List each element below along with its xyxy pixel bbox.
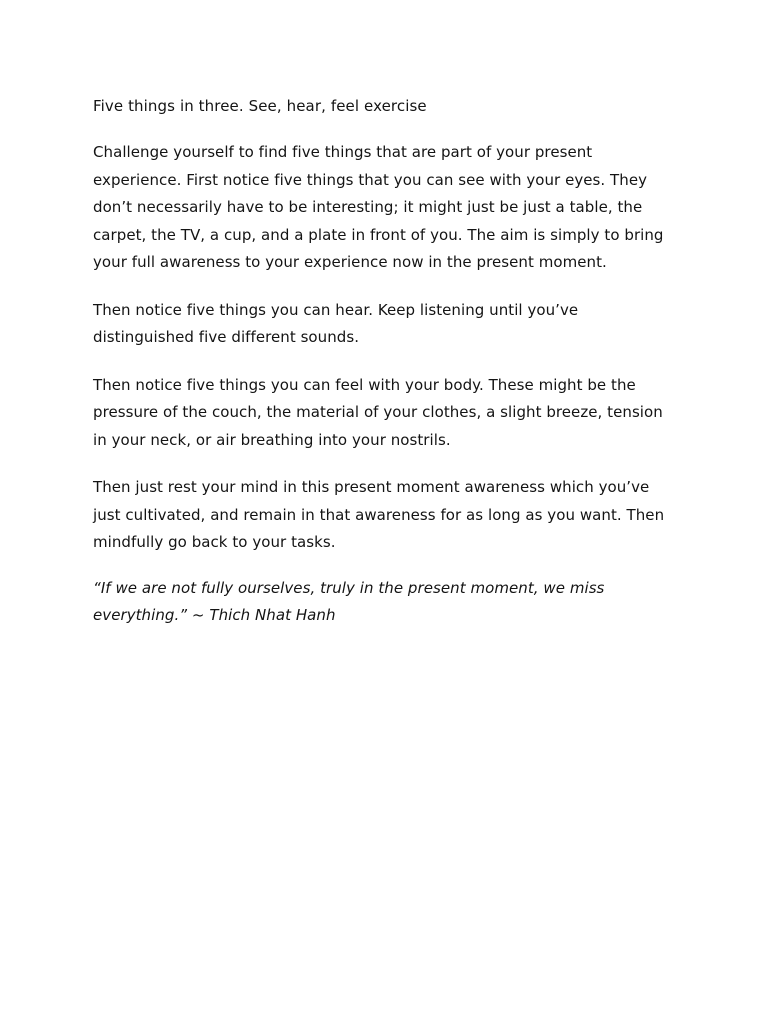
paragraph-line: your full awareness to your experience now in the present moment.	[93, 253, 607, 271]
paragraph-line: Then just rest your mind in this present moment awareness which you’ve	[93, 478, 650, 496]
paragraph-line: Challenge yourself to find five things that are part of your present	[93, 143, 593, 161]
paragraph-line: carpet, the TV, a cup, and a plate in front of you. The aim is simply to bring	[93, 225, 664, 244]
quote-line: everything.” ~ Thich Nhat Hanh	[93, 606, 336, 624]
document-title: Five things in three. See, hear, feel exercise	[93, 97, 427, 115]
paragraph-line: mindfully go back to your tasks.	[93, 533, 336, 551]
paragraph-hear	[93, 297, 693, 352]
paragraph-line: experience. First notice five things that you can see with your eyes. They	[93, 170, 648, 189]
paragraph-line: don’t necessarily have to be interesting; it might just be just a table, the	[93, 198, 643, 216]
paragraph-line: pressure of the couch, the material of your clothes, a slight breeze, tension	[93, 403, 663, 421]
paragraph-line: Then notice five things you can hear. Keep listening until you’ve	[93, 300, 579, 319]
document-page	[93, 94, 693, 630]
paragraph-line: in your neck, or air breathing into your nostrils.	[93, 430, 451, 449]
paragraph-rest	[93, 474, 693, 557]
paragraph-line: Then notice five things you can feel with your body. These might be the	[93, 375, 636, 394]
paragraph-line: distinguished five different sounds.	[93, 328, 360, 346]
closing-quote	[93, 575, 693, 630]
paragraph-feel	[93, 372, 693, 455]
paragraph-line: just cultivated, and remain in that awareness for as long as you want. Then	[93, 505, 665, 524]
paragraph-see	[93, 139, 693, 277]
quote-line: “If we are not fully ourselves, truly in the present moment, we miss	[93, 578, 605, 597]
